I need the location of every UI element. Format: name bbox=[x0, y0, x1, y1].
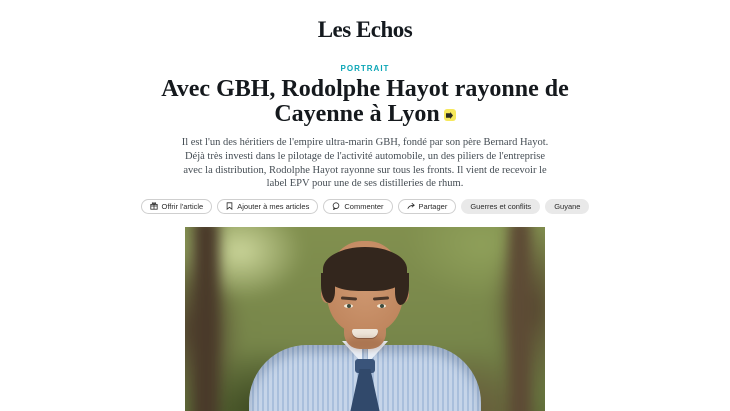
tag-guerres-et-conflits[interactable]: Guerres et conflits bbox=[461, 199, 540, 214]
comment-icon bbox=[332, 202, 340, 212]
comment-button[interactable] bbox=[323, 199, 392, 214]
share-icon bbox=[407, 202, 415, 212]
subscriber-badge-icon bbox=[444, 109, 456, 121]
comment-label: Commenter bbox=[344, 202, 384, 212]
share-button[interactable] bbox=[398, 199, 457, 214]
bookmark-icon bbox=[226, 202, 233, 212]
article-standfirst: Il est l'un des héritiers de l'empire ultra-marin GBH, fondé par son père Bernard Hayot. Déjà très investi dans le pilotage de l'activité automobile, un des piliers de l'entreprise avec la distribution, Rodolphe Hayot rayonne sur tous les fronts. Il vient de recevoir le label EPV pour une de ses distilleries de rhum. bbox=[181, 136, 549, 190]
offer-article-button[interactable] bbox=[141, 199, 213, 214]
person-eyebrow-left bbox=[341, 297, 357, 301]
person-chin-shadow bbox=[345, 337, 385, 351]
article-photo bbox=[185, 227, 545, 411]
photo-person bbox=[185, 227, 545, 411]
article-actions bbox=[141, 199, 590, 214]
person-hair bbox=[323, 247, 407, 291]
article-kicker[interactable]: PORTRAIT bbox=[340, 64, 390, 73]
person-eye-left bbox=[344, 304, 353, 308]
les-echos-logo[interactable]: Les Echos bbox=[317, 17, 413, 42]
masthead bbox=[318, 0, 413, 43]
person-face bbox=[327, 241, 403, 333]
person-eye-right bbox=[377, 304, 386, 308]
article-title-text: Avec GBH, Rodolphe Hayot rayonne de Cayenne à Lyon bbox=[161, 76, 569, 128]
offer-article-label: Offrir l'article bbox=[161, 202, 204, 212]
gift-icon bbox=[150, 202, 158, 212]
add-to-my-articles-button[interactable] bbox=[217, 199, 318, 214]
tag-guyane[interactable]: Guyane bbox=[545, 199, 589, 214]
add-to-my-articles-label: Ajouter à mes articles bbox=[237, 202, 310, 212]
person-eyebrow-right bbox=[373, 297, 389, 301]
article-title bbox=[140, 77, 590, 128]
share-label: Partager bbox=[418, 202, 448, 212]
